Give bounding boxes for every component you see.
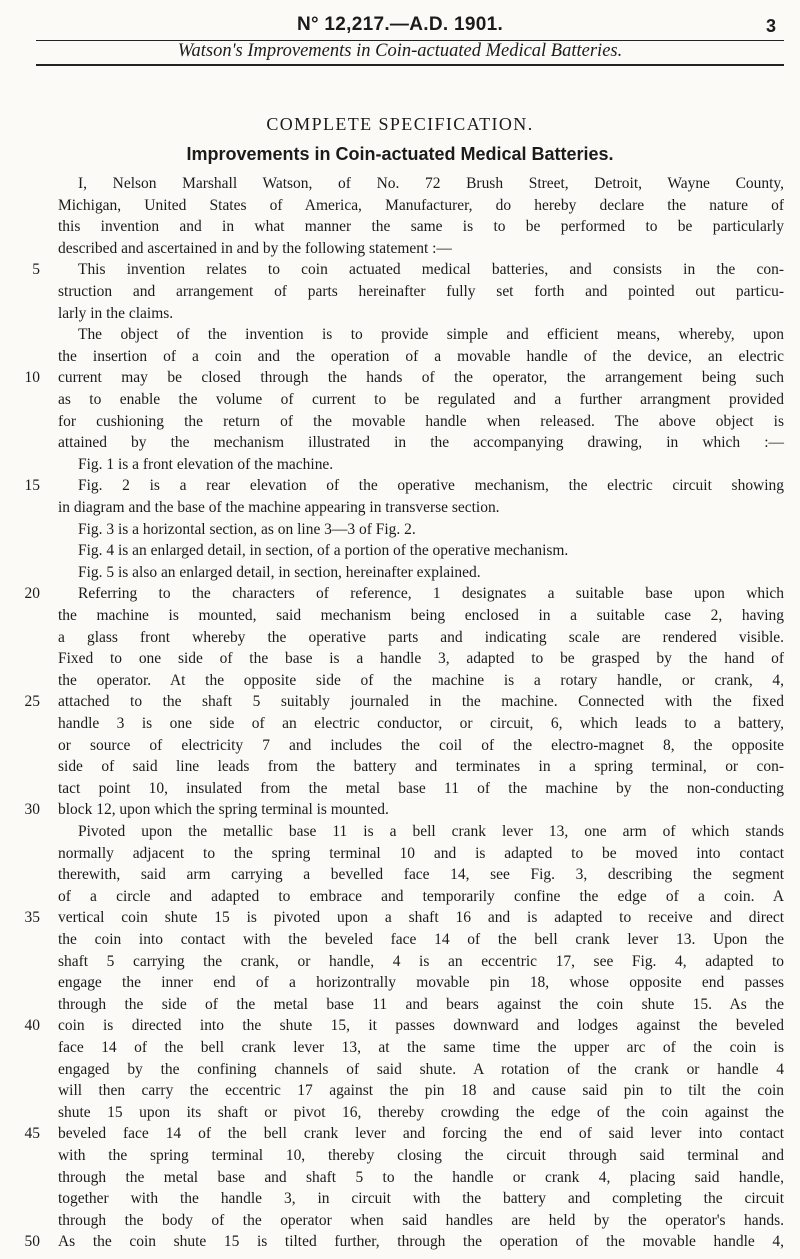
text-line: Fixed to one side of the base is a handle 3, adapted to be grasped by the hand of	[58, 650, 784, 668]
line-number: 35	[24, 909, 40, 927]
text-line: together with the handle 3, in circuit with the battery and completing the circuit	[58, 1190, 784, 1208]
text-line: will then carry the eccentric 17 against the pin 18 and cause said pin to tilt the coin	[58, 1082, 784, 1100]
text-line: the coin into contact with the beveled face 14 of the bell crank lever 13. Upon the	[58, 931, 784, 948]
line-number: 45	[24, 1125, 40, 1143]
text-line: with the spring terminal 10, thereby closing the circuit through said terminal and	[58, 1147, 784, 1164]
text-line: shute 15 upon its shaft or pivot 16, thereby crowding the edge of the coin against the	[58, 1103, 784, 1121]
text-line: a glass front whereby the operative parts and indicating scale are rendered visible.	[58, 628, 784, 646]
text-line: of a circle and adapted to embrace and temporarily confine the edge of a coin. A	[58, 887, 784, 905]
text-line: for cushioning the return of the movable handle when released. The above object is	[58, 412, 784, 430]
text-line: This invention relates to coin actuated medical batteries, and consists in the con-	[78, 261, 784, 279]
specification-heading: COMPLETE SPECIFICATION.	[266, 114, 534, 134]
text-line: As the coin shute 15 is tilted further, through the operation of the movable handle 4,	[58, 1233, 784, 1251]
text-line: described and ascertained in and by the following statement :—	[58, 239, 452, 257]
text-line: therewith, said arm carrying a bevelled face 14, see Fig. 3, describing the segment	[58, 866, 784, 884]
text-line: beveled face 14 of the bell crank lever and forcing the end of said lever into contact	[58, 1125, 784, 1143]
text-line: Fig. 5 is also an enlarged detail, in section, hereinafter explained.	[78, 563, 481, 581]
text-line: engage the inner end of a horizontrally movable pin 18, whose opposite end passes	[58, 974, 784, 992]
text-line: larly in the claims.	[58, 304, 174, 322]
text-line: the machine is mounted, said mechanism being enclosed in a suitable case 2, having	[58, 607, 784, 624]
text-line: through the body of the operator when said handles are held by the operator's hands.	[58, 1211, 784, 1229]
text-line: through the metal base and shaft 5 to the handle or crank 4, placing said handle,	[58, 1168, 784, 1186]
text-line: attached to the shaft 5 suitably journaled in the machine. Connected with the fixed	[58, 693, 784, 711]
text-line: face 14 of the bell crank lever 13, at the same time the upper arc of the coin is	[58, 1039, 784, 1056]
text-line: The object of the invention is to provide simple and efficient means, whereby, upon	[78, 326, 784, 344]
line-number: 25	[24, 693, 40, 711]
text-line: as to enable the volume of current to be regulated and a further arrangment provided	[58, 391, 784, 408]
line-number: 15	[24, 477, 40, 495]
patent-number: N° 12,217.—A.D. 1901.	[296, 14, 504, 35]
line-number: 10	[24, 369, 40, 387]
text-line: in diagram and the base of the machine appearing in transverse section.	[58, 499, 500, 516]
text-line: attained by the mechanism illustrated in the accompanying drawing, in which :—	[58, 434, 784, 452]
line-number: 20	[24, 585, 40, 603]
text-line: I, Nelson Marshall Watson, of No. 72 Brush Street, Detroit, Wayne County,	[78, 175, 784, 192]
text-line: Michigan, United States of America, Manufacturer, do hereby declare the nature of	[58, 196, 784, 214]
text-line: current may be closed through the hands of the operator, the arrangement being such	[58, 369, 784, 387]
running-head: Watson's Improvements in Coin-actuated Medical Batteries.	[177, 41, 623, 61]
text-line: shaft 5 carrying the crank, or handle, 4 is an eccentric 17, see Fig. 4, adapted to	[58, 952, 784, 970]
text-line: Referring to the characters of reference, 1 designates a suitable base upon which	[78, 585, 784, 603]
text-line: coin is directed into the shute 15, it passes downward and lodges against the beveled	[58, 1017, 784, 1035]
text-line: the operator. At the opposite side of the machine is a rotary handle, or crank, 4,	[58, 671, 784, 689]
line-number: 5	[32, 261, 40, 279]
line-number: 40	[24, 1017, 40, 1035]
text-line: Fig. 1 is a front elevation of the machine.	[78, 455, 334, 473]
text-line: handle 3 is one side of an electric conductor, or circuit, 6, which leads to a battery,	[58, 715, 784, 732]
text-line: side of said line leads from the battery and terminates in a spring terminal, or con-	[58, 758, 784, 776]
text-line: vertical coin shute 15 is pivoted upon a shaft 16 and is adapted to receive and direct	[58, 909, 784, 927]
text-line: Pivoted upon the metallic base 11 is a bell crank lever 13, one arm of which stands	[78, 823, 784, 840]
line-number: 30	[24, 801, 40, 819]
document-title: Improvements in Coin-actuated Medical Batteries.	[186, 144, 614, 164]
text-line: through the side of the metal base 11 and bears against the coin shute 15. As the	[58, 995, 784, 1013]
line-number: 50	[24, 1233, 40, 1251]
text-line: the insertion of a coin and the operation of a movable handle of the device, an electric	[58, 347, 784, 365]
text-line: struction and arrangement of parts hereinafter fully set forth and pointed out particu-	[58, 283, 784, 300]
text-line: this invention and in what manner the same is to be performed to be particularly	[58, 218, 784, 236]
text-line: tact point 10, insulated from the metal base 11 of the machine by the non-conducting	[58, 779, 784, 797]
text-line: engaged by the confining channels of said shute. A rotation of the crank or handle 4	[58, 1060, 784, 1078]
page-number: 3	[766, 16, 777, 36]
text-line: Fig. 3 is a horizontal section, as on line 3—3 of Fig. 2.	[78, 520, 416, 538]
header-rule-bottom	[36, 64, 784, 66]
text-line: Fig. 4 is an enlarged detail, in section, of a portion of the operative mechanism.	[78, 542, 569, 560]
text-line: normally adjacent to the spring terminal 10 and is adapted to be moved into contact	[58, 844, 784, 862]
text-line: or source of electricity 7 and includes the coil of the electro-magnet 8, the opposite	[58, 736, 784, 754]
text-line: block 12, upon which the spring terminal is mounted.	[58, 801, 389, 819]
text-line: Fig. 2 is a rear elevation of the operative mechanism, the electric circuit showing	[78, 477, 784, 495]
